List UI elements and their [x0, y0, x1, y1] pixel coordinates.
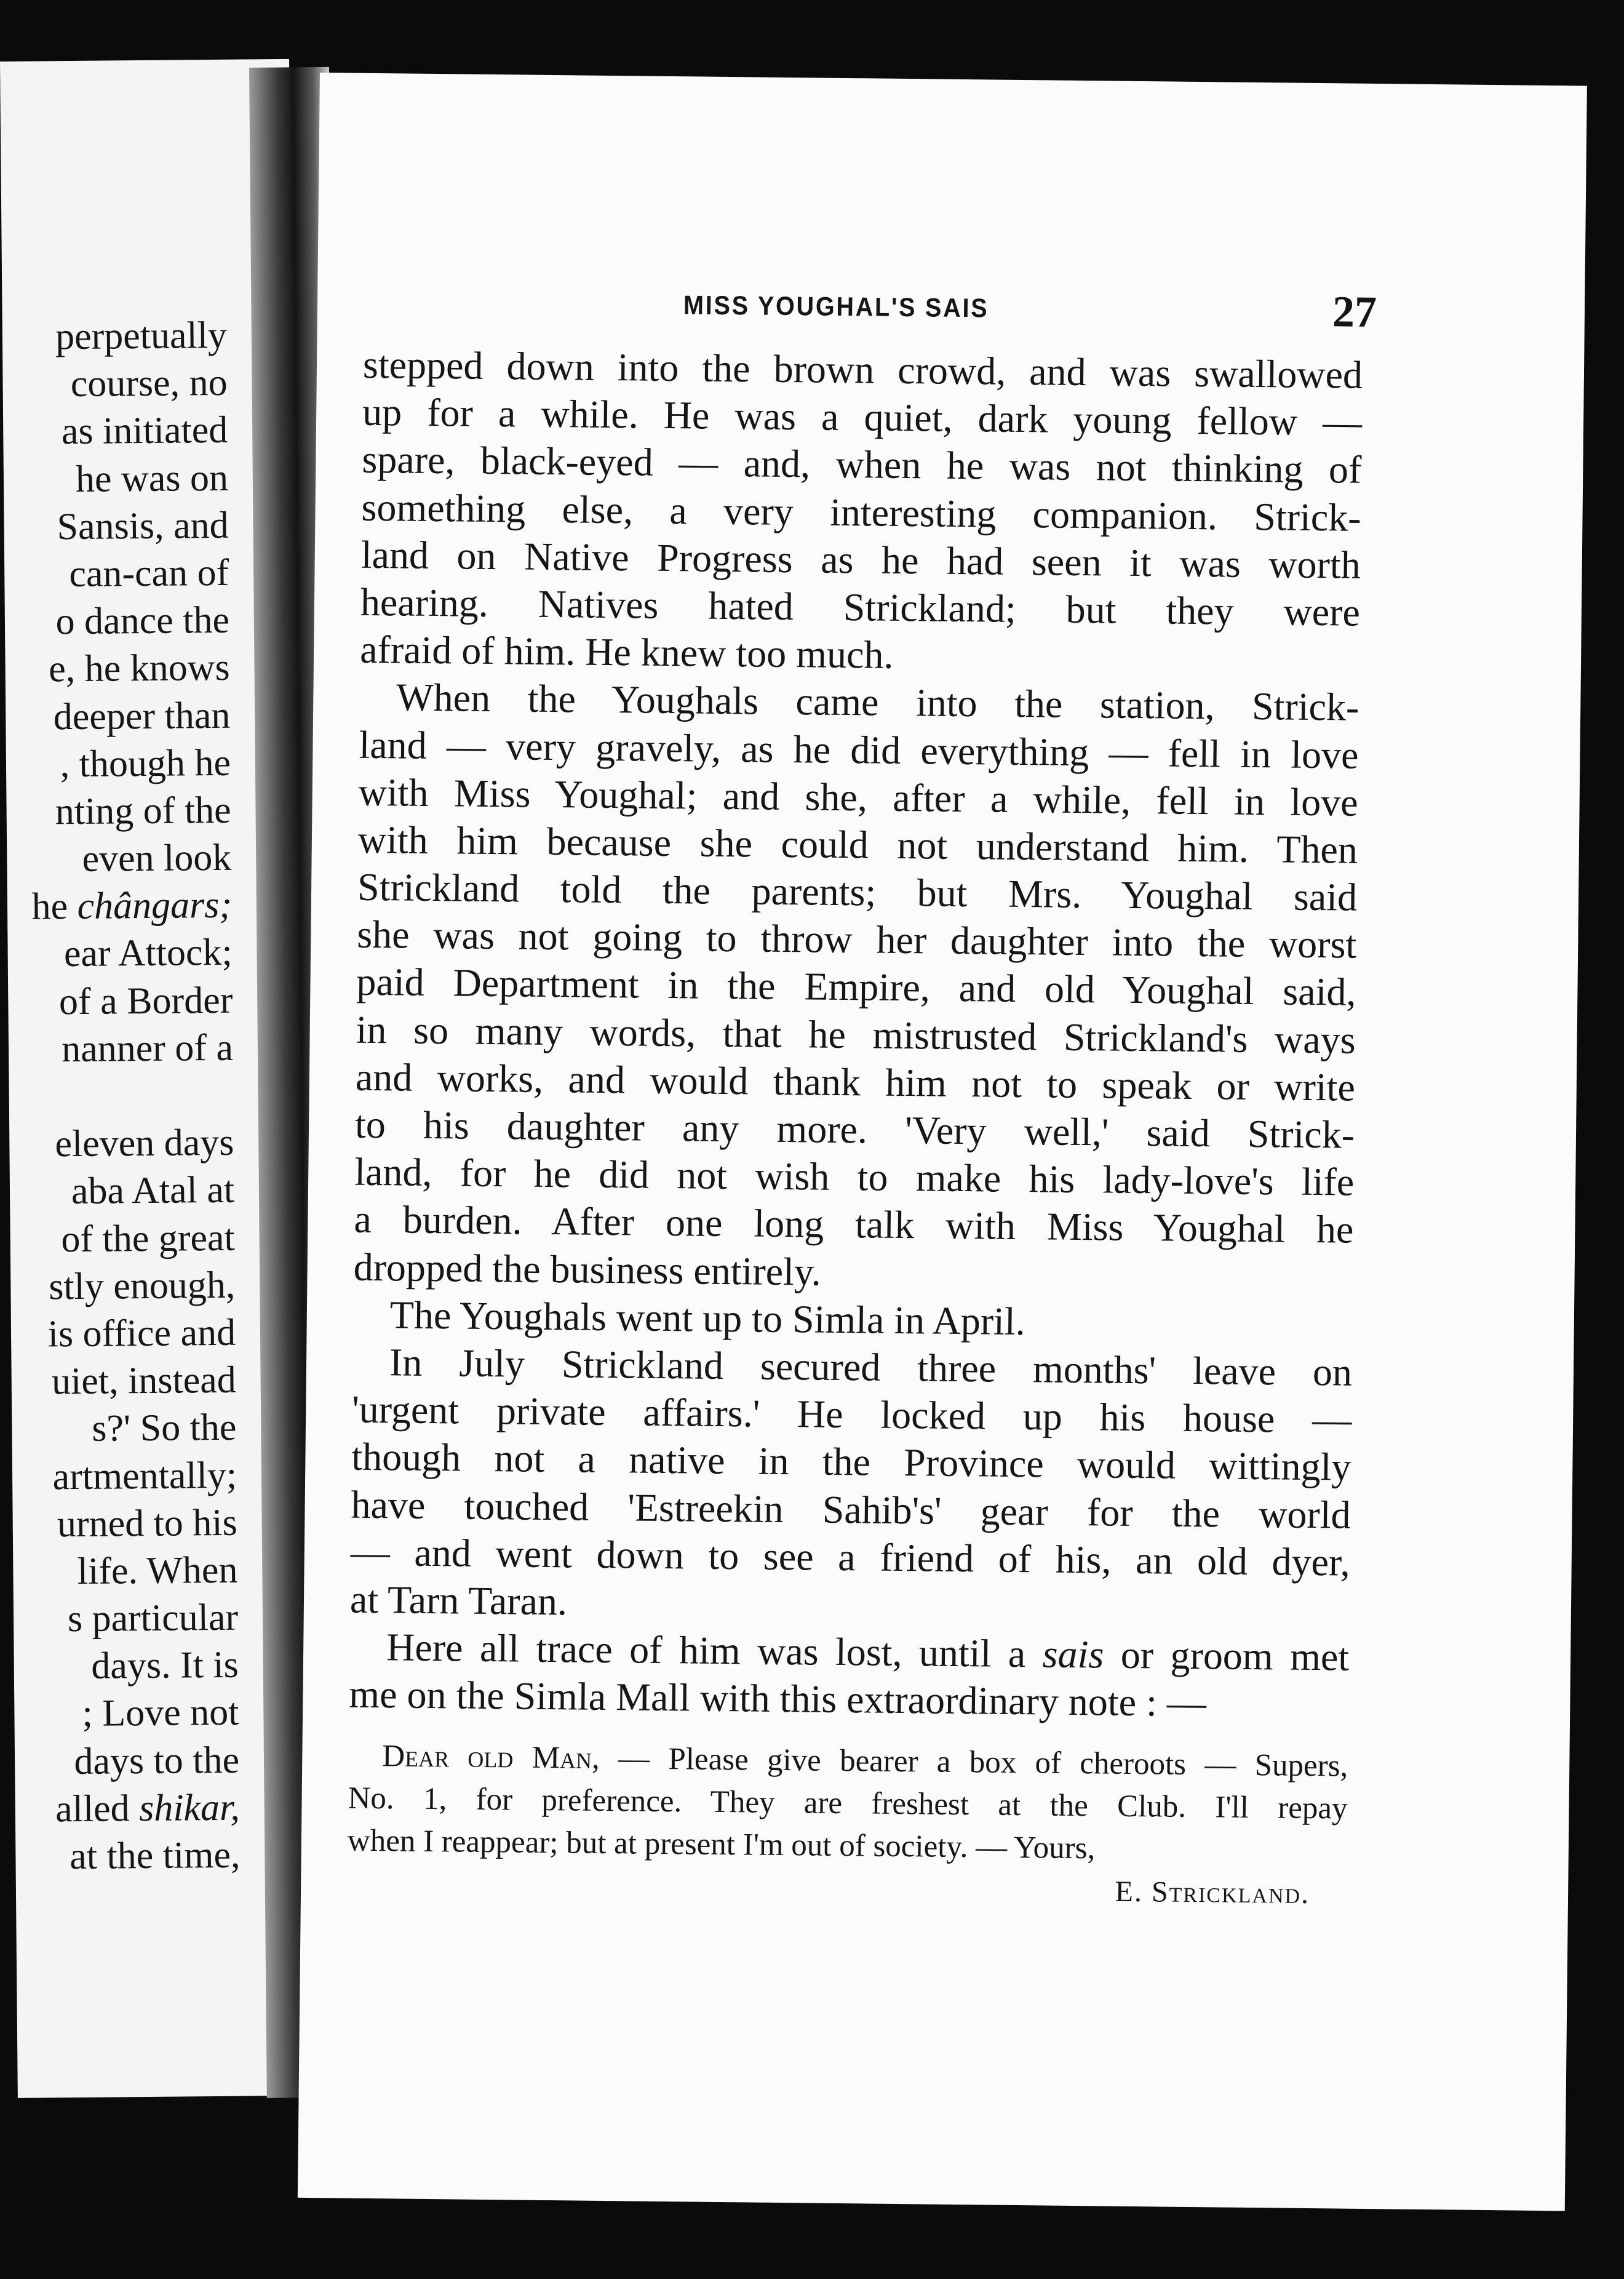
text-line: spare, black-eyed — and, when he was not thinking of [362, 437, 1362, 492]
text-line: 'urgent private affairs.' He locked up his house — [351, 1387, 1352, 1442]
text-line: to his daughter any more. 'Very well,' said Strick- [354, 1102, 1355, 1157]
paragraph-1 [360, 341, 1363, 684]
text-line: though not a native in the Province would wittingly [351, 1434, 1351, 1489]
left-page-line: deeper than [53, 694, 231, 738]
text-line: land — very gravely, as he did everything — fell in love [359, 722, 1359, 777]
left-page-line: ; Love not [82, 1691, 239, 1735]
text-line: stepped down into the brown crowd, and was swallowed [362, 342, 1363, 397]
left-page-line: he chângars; [31, 884, 233, 928]
paragraph-5 [349, 1623, 1350, 1728]
note-line: when I reappear; but at present I'm out of society. — Yours, [347, 1824, 1096, 1866]
left-page-line: eleven days [55, 1121, 234, 1165]
text-line: — and went down to see a friend of his, an old dyer, [350, 1530, 1351, 1584]
text-line: land, for he did not wish to make his lady-love's life [354, 1149, 1355, 1204]
left-page-line: alled shikar, [55, 1786, 241, 1830]
left-page-line: Sansis, and [57, 504, 229, 548]
left-page-line: o dance the [55, 599, 230, 643]
left-page-line: of the great [61, 1216, 235, 1260]
strickland-note [347, 1735, 1348, 1915]
text-line: hearing. Natives hated Strickland; but they were [360, 580, 1361, 634]
text-line: and works, and would thank him not to speak or write [355, 1055, 1356, 1109]
left-page-line: even look [82, 836, 232, 880]
left-page-line: life. When [77, 1549, 238, 1592]
note-line: No. 1, for preference. They are freshest at the Club. I'll repay [348, 1781, 1348, 1827]
text-fragment: or groom met [1103, 1632, 1350, 1679]
left-page-line: stly enough, [48, 1264, 236, 1308]
note-salutation: Dear old Man, [382, 1739, 600, 1776]
text-line: The Youghals went up to Simla in April. [389, 1293, 1026, 1343]
running-head: MISS YOUGHAL'S SAIS [683, 290, 989, 324]
left-page-line: days to the [74, 1739, 240, 1782]
left-page-line: nanner of a [61, 1026, 234, 1070]
text-line: me on the Simla Mall with this extraordinary note : — [349, 1672, 1207, 1725]
left-page-line: as initiated [61, 409, 228, 453]
left-page-line: is office and [47, 1311, 236, 1355]
left-page-line: aba Atal at [71, 1169, 235, 1213]
body-text [347, 341, 1363, 1915]
note-signature: E. Strickland. [1115, 1875, 1310, 1910]
left-page-line: course, no [70, 361, 228, 405]
left-page-line: urned to his [57, 1501, 238, 1545]
paragraph-2 [353, 673, 1359, 1301]
text-line: When the Youghals came into the station, Strick- [396, 675, 1359, 730]
left-page-line: s?' So the [92, 1407, 237, 1450]
text-line: a burden. After one long talk with Miss Youghal he [354, 1197, 1354, 1252]
text-line: in so many words, that he mistrusted Strickland's ways [356, 1007, 1356, 1062]
left-page-line: of a Border [58, 979, 233, 1023]
left-page-line: e, he knows [48, 647, 230, 690]
italic-word: chângars; [77, 884, 233, 928]
text-line: at Tarn Taran. [349, 1577, 568, 1624]
text-line: she was not going to throw her daughter into the worst [356, 912, 1357, 967]
left-page-line: nting of the [55, 789, 231, 833]
left-page-line: s particular [67, 1596, 239, 1640]
left-page-line: perpetually [55, 314, 228, 358]
text-line: have touched 'Estreekin Sahib's' gear for the world [351, 1482, 1351, 1537]
italic-word: shikar, [138, 1786, 241, 1829]
italic-word: sais [1042, 1632, 1104, 1677]
left-page-line: artmentally; [52, 1454, 237, 1498]
left-page-line: can-can of [69, 551, 229, 595]
left-page-line [0, 1072, 234, 1122]
text-line: dropped the business entirely. [353, 1245, 822, 1294]
text-line: paid Department in the Empire, and old Youghal said, [356, 960, 1356, 1015]
text-line: afraid of him. He knew too much. [359, 627, 894, 677]
page-number: 27 [1332, 287, 1377, 337]
text-line: up for a while. He was a quiet, dark young fellow — [362, 389, 1363, 444]
left-page-line: days. It is [91, 1643, 239, 1688]
text-line: something else, a very interesting companion. Strick- [361, 485, 1361, 540]
text-line: In July Strickland secured three months' leave on [389, 1340, 1353, 1394]
right-page [298, 73, 1587, 2211]
paragraph-4 [350, 1338, 1353, 1634]
text-fragment: Here all trace of him was lost, until a [386, 1625, 1043, 1676]
left-page-line: at the time, [69, 1834, 241, 1878]
left-page-line: ear Attock; [63, 932, 233, 975]
left-page-text [0, 312, 241, 1882]
page-header [317, 276, 1585, 338]
left-page-line: he was on [75, 457, 229, 500]
left-page-line: uiet, instead [51, 1359, 237, 1403]
text-line: with him because she could not understand him. Then [357, 817, 1358, 872]
text-line: land on Native Progress as he had seen it was worth [360, 532, 1361, 587]
text-fragment: — Please give bearer a box of cheroots — Supers, [599, 1741, 1348, 1784]
text-line: with Miss Youghal; and she, after a while, fell in love [358, 770, 1359, 824]
left-page-line: , though he [60, 741, 231, 785]
text-line: Strickland told the parents; but Mrs. Youghal said [357, 864, 1358, 919]
